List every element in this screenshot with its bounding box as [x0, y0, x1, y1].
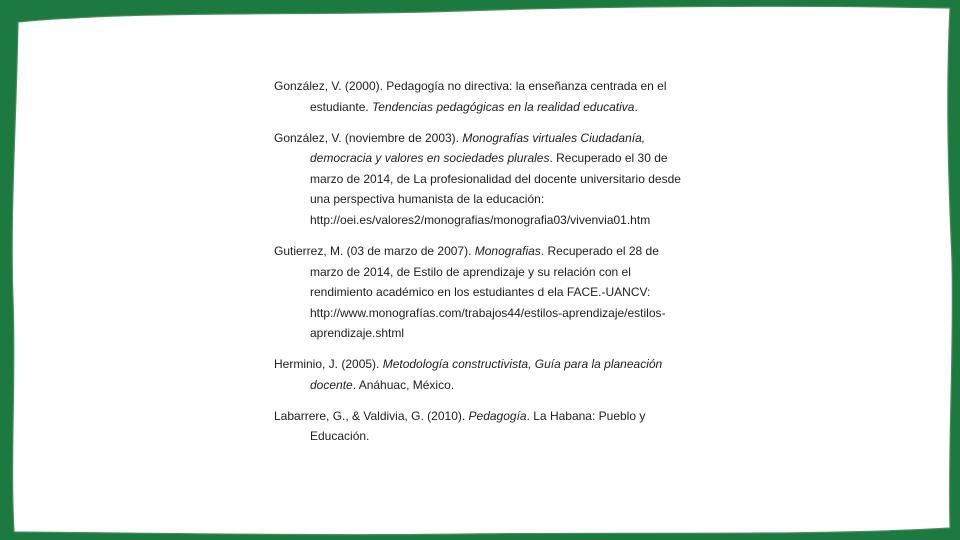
- reference-text: . Anáhuac, México.: [352, 377, 455, 392]
- reference-italic-text: Tendencias pedagógicas en la realidad educativa: [372, 99, 635, 114]
- reference-text: González, V. (2000). Pedagogía no directiva: la enseñanza centrada en el: [274, 79, 667, 93]
- reference-text: Gutierrez, M. (03 de marzo de 2007).: [274, 243, 475, 258]
- reference-italic-text: docente: [310, 377, 353, 392]
- reference-entry: [274, 76, 694, 117]
- reference-entry: [274, 128, 694, 231]
- reference-text: Labarrere, G., & Valdivia, G. (2010).: [274, 408, 469, 423]
- reference-italic-text: Pedagogía: [468, 408, 527, 423]
- reference-text: Herminio, J. (2005).: [274, 357, 383, 372]
- reference-text: Educación.: [310, 429, 370, 444]
- reference-text: marzo de 2014, de La profesionalidad del docente universitario desde: [310, 171, 681, 186]
- reference-text: una perspectiva humanista de la educación:: [310, 192, 545, 207]
- reference-text: rendimiento académico en los estudiantes d ela FACE.-UANCV:: [310, 285, 651, 300]
- reference-text: González, V. (noviembre de 2003).: [274, 130, 463, 145]
- reference-text: http://www.monografías.com/trabajos44/estilos-aprendizaje/estilos-: [310, 305, 666, 320]
- reference-italic-text: Monografías virtuales Ciudadanía,: [462, 130, 646, 145]
- reference-text: aprendizaje.shtml: [310, 326, 405, 341]
- reference-italic-text: Monografias: [474, 243, 541, 258]
- reference-entry: [274, 406, 694, 447]
- reference-text: . Recuperado el 28 de: [540, 243, 659, 258]
- reference-text: . Recuperado el 30 de: [549, 151, 668, 166]
- reference-text: .: [634, 99, 638, 114]
- reference-entry: [274, 354, 694, 395]
- reference-text: http://oei.es/valores2/monografias/monografia03/vivenvia01.htm: [310, 212, 651, 227]
- reference-text: estudiante.: [310, 99, 373, 114]
- reference-italic-text: Metodología constructivista, Guía para la planeación: [382, 357, 663, 372]
- reference-entry: [274, 241, 694, 344]
- bibliography-list: [274, 76, 694, 457]
- reference-text: marzo de 2014, de Estilo de aprendizaje y su relación con el: [310, 264, 631, 279]
- reference-text: . La Habana: Pueblo y: [526, 408, 646, 423]
- reference-italic-text: democracia y valores en sociedades plurales: [310, 151, 550, 166]
